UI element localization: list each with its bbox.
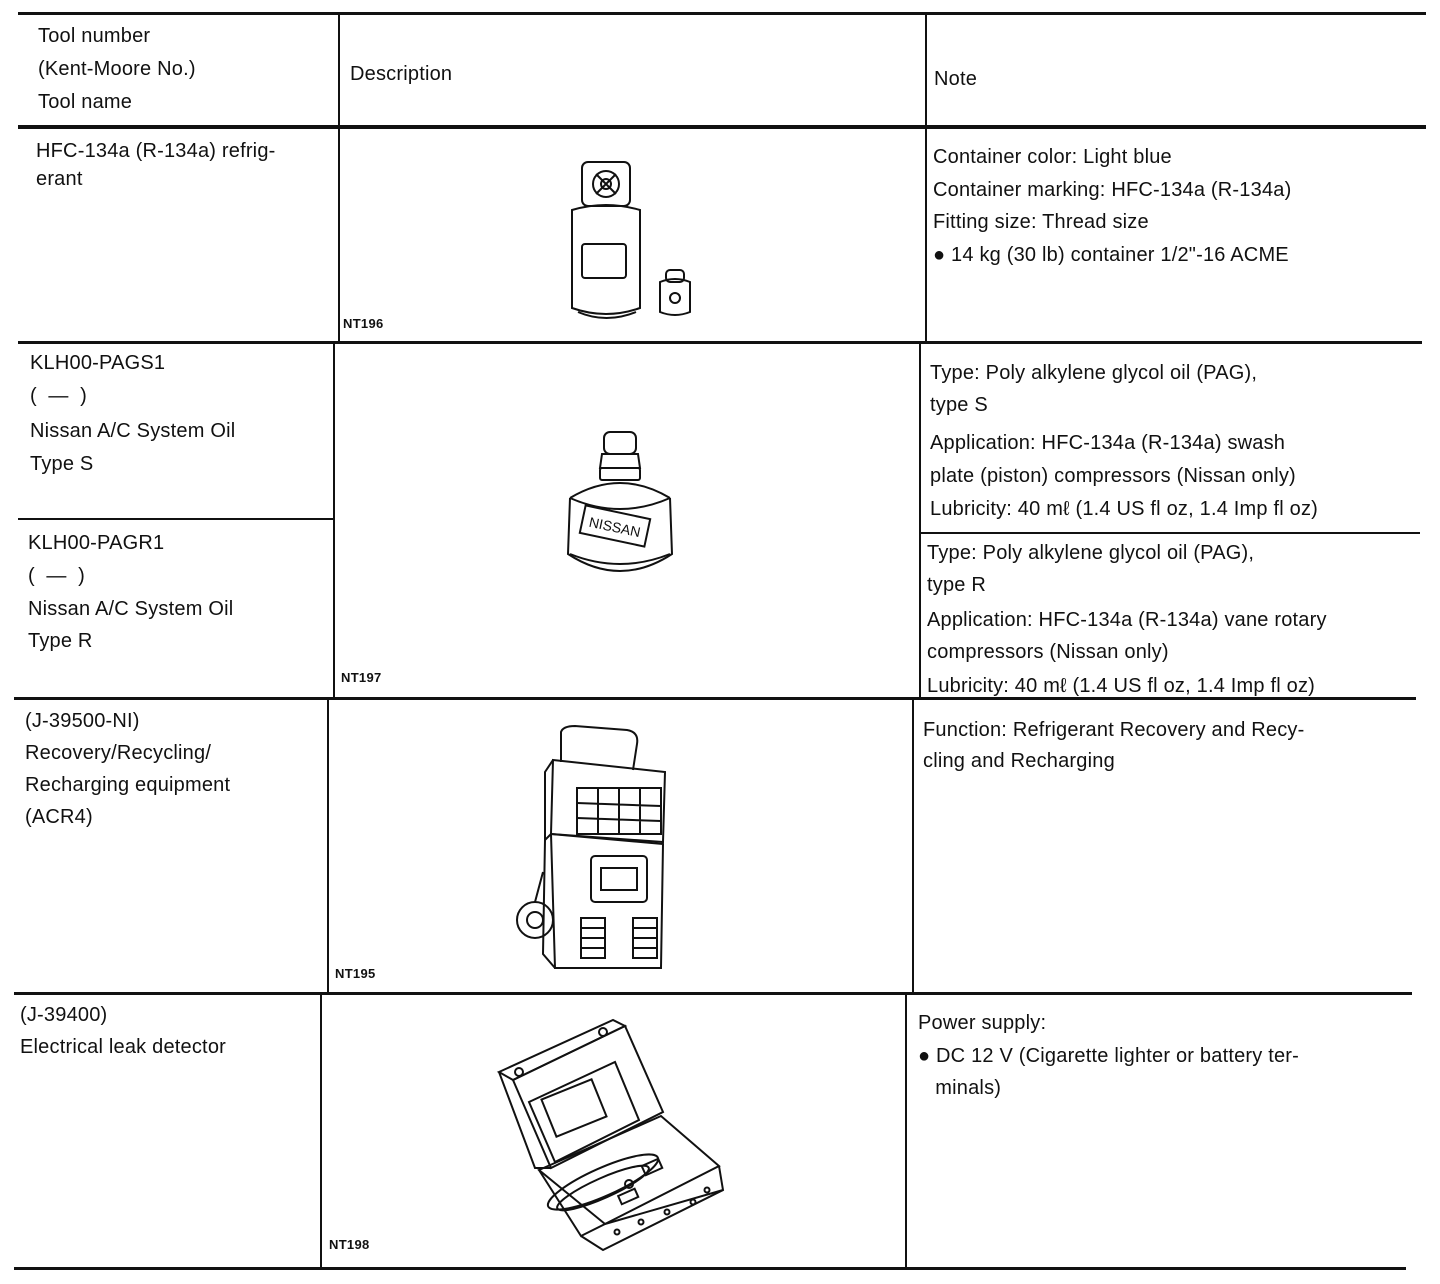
figure-code-nt198: NT198 [329, 1237, 370, 1252]
col-divider-2b [919, 342, 921, 698]
row5-note-line3: minals) [918, 1077, 1002, 1099]
row1-note-line4: ● 14 kg (30 lb) container 1/2"-16 ACME [933, 244, 1289, 266]
figure-code-nt196: NT196 [343, 316, 384, 331]
oil-can-label: NISSAN [587, 513, 642, 541]
header-description: Description [350, 63, 453, 85]
row1-note-line3: Fitting size: Thread size [933, 211, 1149, 233]
row1-note-line1: Container color: Light blue [933, 146, 1172, 168]
row3-note-line2: type R [927, 574, 987, 596]
row1-tool-line2: erant [36, 168, 83, 190]
col-divider-2d [905, 994, 907, 1268]
row2-note-line5: Lubricity: 40 mℓ (1.4 US fl oz, 1.4 Imp fl oz) [930, 498, 1319, 520]
row4-note-line2: cling and Recharging [923, 750, 1115, 772]
row2-tool-line3: Nissan A/C System Oil [30, 420, 236, 442]
row2-note-line3: Application: HFC-134a (R-134a) swash [930, 432, 1286, 454]
col-divider-1b [333, 342, 335, 698]
col-divider-1d [320, 994, 322, 1268]
header-bottom-rule [18, 125, 1426, 129]
row3-note-line5: Lubricity: 40 mℓ (1.4 US fl oz, 1.4 Imp fl oz) [927, 675, 1316, 697]
row4-tool-line1: (J-39500-NI) [25, 710, 140, 732]
col-divider-2 [925, 14, 927, 342]
row2-right-divider [920, 532, 1420, 534]
row4-tool-line3: Recharging equipment [25, 774, 231, 796]
row2-note-line2: type S [930, 394, 988, 416]
row5-note-line2: ● DC 12 V (Cigarette lighter or battery ter- [918, 1045, 1300, 1067]
row3-note-line3: Application: HFC-134a (R-134a) vane rotary [927, 609, 1327, 631]
header-note: Note [934, 68, 978, 90]
row2-tool-line2: ( — ) [30, 385, 87, 407]
row5-note-line1: Power supply: [918, 1012, 1047, 1034]
row2-tool-line1: KLH00-PAGS1 [30, 352, 166, 374]
recovery-recycling-machine-illustration [515, 722, 675, 978]
row4-tool-line2: Recovery/Recycling/ [25, 742, 212, 764]
row4-note-line1: Function: Refrigerant Recovery and Recy- [923, 719, 1305, 741]
col-divider-1c [327, 698, 329, 994]
row3-note-line4: compressors (Nissan only) [927, 641, 1169, 663]
row1-tool-line1: HFC-134a (R-134a) refrig- [36, 140, 276, 162]
row3-tool-line2: ( — ) [28, 565, 85, 587]
row2-note-line4: plate (piston) compressors (Nissan only) [930, 465, 1296, 487]
figure-code-nt197: NT197 [341, 670, 382, 685]
col-divider-2c [912, 698, 914, 994]
row3-tool-line4: Type R [28, 630, 93, 652]
row3-note-line1: Type: Poly alkylene glycol oil (PAG), [927, 542, 1255, 564]
row2-left-divider [18, 518, 334, 520]
refrigerant-container-illustration [560, 158, 700, 328]
row2-tool-line4: Type S [30, 453, 94, 475]
table-top-rule [18, 12, 1426, 15]
row1-bottom-rule [18, 341, 1422, 344]
header-tool-line2: (Kent-Moore No.) [38, 58, 196, 80]
row1-note-line2: Container marking: HFC-134a (R-134a) [933, 179, 1292, 201]
nissan-oil-can-illustration [560, 428, 680, 588]
header-tool-line3: Tool name [38, 91, 133, 113]
row5-tool-line2: Electrical leak detector [20, 1036, 227, 1058]
row4-tool-line4: (ACR4) [25, 806, 93, 828]
figure-code-nt195: NT195 [335, 966, 376, 981]
row3-tool-line1: KLH00-PAGR1 [28, 532, 165, 554]
row2-note-line1: Type: Poly alkylene glycol oil (PAG), [930, 362, 1258, 384]
table-bottom-rule [14, 1267, 1406, 1270]
header-tool-line1: Tool number [38, 25, 151, 47]
row4-bottom-rule [14, 992, 1412, 995]
row5-tool-line1: (J-39400) [20, 1004, 108, 1026]
leak-detector-case-illustration [495, 1012, 735, 1257]
col-divider-1 [338, 14, 340, 342]
row3-tool-line3: Nissan A/C System Oil [28, 598, 234, 620]
